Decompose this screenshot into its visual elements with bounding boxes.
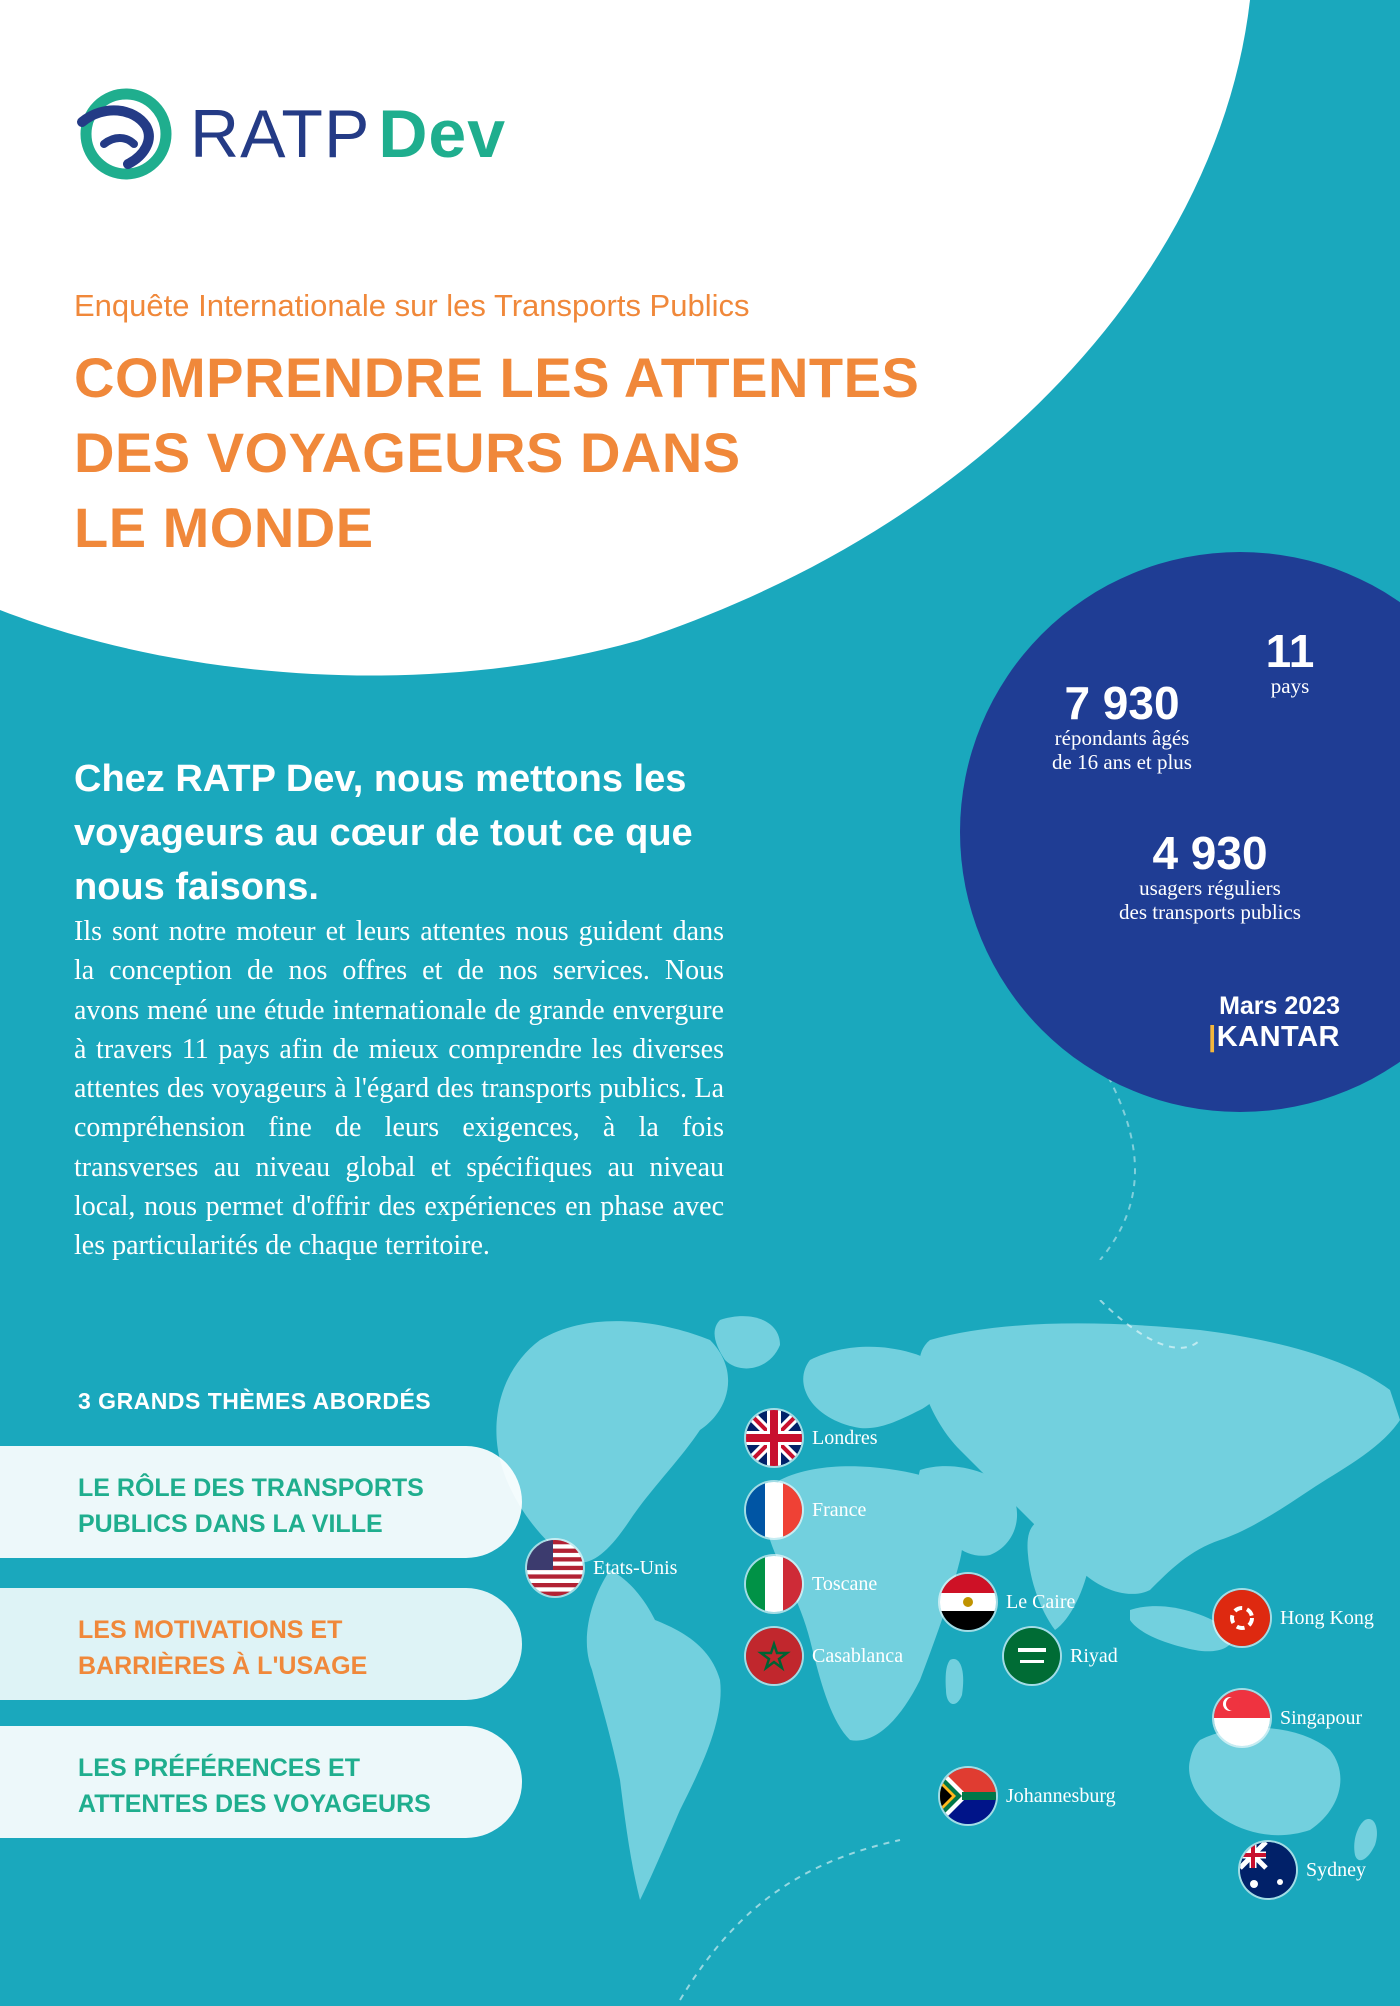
egypt-flag-icon — [940, 1574, 996, 1630]
theme-line: LES MOTIVATIONS ET — [78, 1616, 343, 1644]
survey-date-source — [1170, 992, 1340, 1054]
survey-date: Mars 2023 — [1219, 992, 1340, 1020]
page-title-line: LE MONDE — [74, 496, 374, 559]
city-label: Hong Kong — [1280, 1606, 1374, 1629]
stat-respondents-value: 7 930 — [1064, 677, 1180, 729]
world-map — [480, 1300, 1400, 2006]
kantar-logo — [1170, 1020, 1340, 1054]
ratp-dev-logo — [74, 84, 506, 184]
city-label: Toscane — [812, 1572, 878, 1595]
theme-line: ATTENTES DES VOYAGEURS — [78, 1790, 431, 1818]
stat-countries — [1240, 625, 1340, 698]
stat-respondents — [1022, 677, 1222, 774]
city-marker-france — [746, 1482, 866, 1538]
city-marker-riyad — [1004, 1628, 1118, 1684]
city-label: Londres — [812, 1426, 878, 1449]
stat-regular-users-value: 4 930 — [1152, 827, 1268, 879]
usa-flag-icon — [527, 1540, 583, 1596]
city-marker-le-caire — [940, 1574, 1075, 1630]
city-marker-etats-unis — [527, 1540, 677, 1596]
theme-item — [0, 1446, 522, 1558]
theme-line: LE RÔLE DES TRANSPORTS — [78, 1474, 424, 1502]
city-label: Casablanca — [812, 1644, 904, 1667]
theme-line: PUBLICS DANS LA VILLE — [78, 1510, 383, 1538]
city-marker-londres — [746, 1410, 878, 1466]
survey-subtitle: Enquête Internationale sur les Transports Publics — [74, 288, 750, 323]
brand-name — [190, 96, 507, 172]
city-label: Etats-Unis — [593, 1556, 678, 1579]
themes-title: 3 GRANDS THÈMES ABORDÉS — [78, 1388, 432, 1414]
morocco-flag-icon — [746, 1628, 802, 1684]
stat-regular-users — [1080, 827, 1340, 924]
city-marker-hong-kong — [1214, 1590, 1374, 1646]
brand-name-ratp: RATP — [190, 96, 371, 172]
uk-flag-icon — [746, 1410, 802, 1466]
saudi-flag-icon — [1004, 1628, 1060, 1684]
stat-countries-value: 11 — [1265, 625, 1315, 677]
hongkong-flag-icon — [1214, 1590, 1270, 1646]
city-marker-casablanca — [746, 1628, 903, 1684]
theme-line: BARRIÈRES À L'USAGE — [78, 1652, 368, 1680]
stat-regular-users-label: des transports publics — [1119, 900, 1301, 924]
france-flag-icon — [746, 1482, 802, 1538]
city-label: Singapour — [1280, 1706, 1363, 1729]
city-label: Riyad — [1070, 1644, 1118, 1667]
theme-item — [0, 1726, 522, 1838]
australia-flag-icon — [1240, 1842, 1296, 1898]
stat-regular-users-label: usagers réguliers — [1139, 876, 1281, 900]
page-title-line: COMPRENDRE LES ATTENTES — [74, 346, 920, 409]
ratp-logo-icon — [74, 84, 174, 184]
stat-respondents-label: répondants âgés — [1054, 726, 1190, 750]
intro-body: Ils sont notre moteur et leurs attentes nous guident dans la conception de nos offres et de nos services. Nous avons mené une étude internationale de grande envergure à travers 11 pays afin de mieux comprendre les diverses attentes des voyageurs à l'égard des transports publics. La compréhension fine de leurs exigences, à la fois transverses au niveau global et spécifiques au niveau local, nous permet d'offrir des expériences en phase avec les particularités de chaque territoire. — [74, 916, 724, 1262]
page-title — [74, 340, 1014, 565]
city-label: Le Caire — [1006, 1590, 1076, 1613]
singapore-flag-icon — [1214, 1690, 1270, 1746]
city-marker-singapour — [1214, 1690, 1362, 1746]
city-marker-johannesburg — [940, 1768, 1116, 1824]
italy-flag-icon — [746, 1556, 802, 1612]
page-title-line: DES VOYAGEURS DANS — [74, 421, 741, 484]
city-label: Johannesburg — [1006, 1784, 1116, 1807]
theme-item — [0, 1588, 522, 1700]
stat-respondents-label: de 16 ans et plus — [1052, 750, 1192, 774]
city-marker-toscane — [746, 1556, 877, 1612]
stat-countries-label: pays — [1270, 674, 1310, 698]
intro-heading: Chez RATP Dev, nous mettons les voyageurs au cœur de tout ce que nous faisons. — [74, 758, 693, 908]
city-label: France — [812, 1498, 867, 1521]
kantar-k-icon: | — [1208, 1021, 1217, 1053]
brand-name-dev: Dev — [378, 96, 507, 172]
southafrica-flag-icon — [940, 1768, 996, 1824]
theme-line: LES PRÉFÉRENCES ET — [78, 1754, 360, 1782]
city-marker-sydney — [1240, 1842, 1366, 1898]
kantar-text: KANTAR — [1216, 1021, 1340, 1053]
city-label: Sydney — [1306, 1858, 1366, 1881]
